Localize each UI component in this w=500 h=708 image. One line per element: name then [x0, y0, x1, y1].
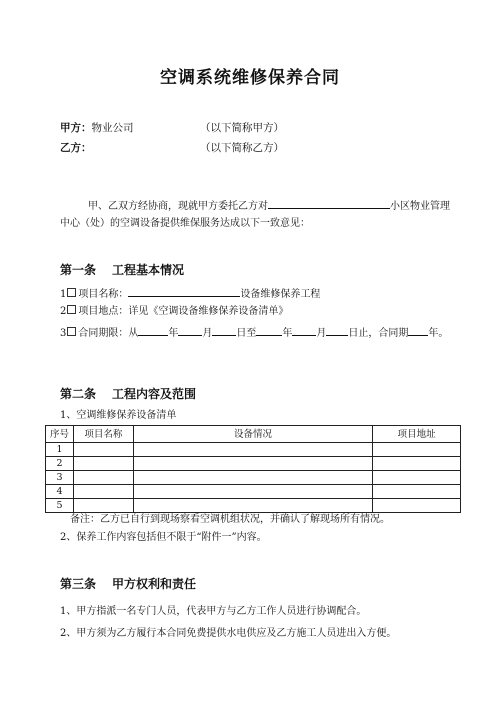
article-3-title: 甲方权利和责任	[112, 577, 197, 591]
table-cell	[373, 499, 461, 513]
article-2-sub-1: 1、空调维修保养设备清单	[60, 410, 177, 421]
party-b-label: 乙方：	[60, 142, 92, 154]
table-cell	[373, 485, 461, 499]
unit-year-end: 年。	[428, 328, 449, 339]
article-2-number: 第二条	[60, 387, 97, 401]
intro-text-before: 甲、乙双方经协商，现就甲方委托乙方对	[88, 201, 268, 212]
table-cell: 4	[46, 485, 74, 499]
table-cell	[373, 471, 461, 485]
table-row	[46, 499, 461, 513]
party-a-note: （以下简称甲方）	[200, 122, 284, 134]
article-1-heading	[60, 261, 184, 278]
party-b-note: （以下简称乙方）	[200, 142, 284, 154]
table-row	[46, 485, 461, 499]
table-cell	[73, 471, 133, 485]
table-cell	[133, 499, 372, 513]
unit-year: 年	[168, 328, 179, 339]
checkbox-icon	[67, 327, 76, 336]
party-a-line	[60, 121, 284, 135]
party-a-value: 物业公司	[91, 122, 134, 134]
table-cell	[133, 471, 372, 485]
end-year-blank	[256, 324, 282, 336]
party-a-label: 甲方：	[60, 122, 92, 134]
equipment-table	[45, 425, 461, 513]
table-cell	[73, 443, 133, 457]
article-1-title: 工程基本情况	[112, 263, 185, 277]
table-row	[46, 471, 461, 485]
checkbox-icon	[67, 288, 76, 297]
article-3-number: 第三条	[60, 577, 97, 591]
end-day-blank	[326, 324, 348, 336]
table-cell	[373, 457, 461, 471]
start-month-blank	[178, 324, 202, 336]
period-blank	[408, 324, 428, 336]
item-3-number: 3	[60, 328, 67, 339]
table-header-row	[46, 426, 461, 443]
item-1-after: 设备维修保养工程	[240, 289, 321, 300]
table-cell	[133, 443, 372, 457]
item-2-text: 项目地点：详见《空调设备维修保养设备清单》	[78, 306, 289, 317]
table-cell	[133, 457, 372, 471]
table-cell	[73, 457, 133, 471]
item-3-label: 合同期限：从	[78, 328, 139, 339]
article-2-sub-2: 2、保养工作内容包括但不限于“附件一”内容。	[60, 532, 267, 543]
party-b-line	[60, 141, 284, 155]
intro-line-2: 中心（处）的空调设备提供维保服务达成以下一致意见：	[60, 218, 310, 229]
end-month-blank	[292, 324, 316, 336]
item-1-label: 项目名称：	[78, 289, 129, 300]
unit-month-2: 月	[316, 328, 327, 339]
start-year-blank	[138, 324, 168, 336]
table-cell: 1	[46, 443, 74, 457]
table-cell: 3	[46, 471, 74, 485]
start-day-blank	[212, 324, 236, 336]
article-1-item-1	[60, 285, 320, 302]
unit-month: 月	[202, 328, 213, 339]
article-3-item-1: 1、甲方指派一名专门人员，代表甲方与乙方工作人员进行协调配合。	[60, 606, 367, 617]
article-3-item-2: 2、甲方须为乙方履行本合同免费提供水电供应及乙方施工人员进出入方便。	[60, 628, 397, 639]
item-1-number: 1	[60, 289, 67, 300]
unit-day-to: 日至	[236, 328, 257, 339]
table-cell	[73, 499, 133, 513]
header-project-address: 项目地址	[373, 426, 461, 443]
article-2-title: 工程内容及范围	[112, 387, 197, 401]
table-cell	[373, 443, 461, 457]
community-blank	[268, 197, 390, 209]
checkbox-icon	[67, 305, 76, 314]
header-equipment-status: 设备情况	[133, 426, 372, 443]
article-1-item-3	[60, 324, 448, 341]
article-3-heading	[60, 575, 196, 592]
intro-line-1	[60, 197, 450, 214]
table-cell: 2	[46, 457, 74, 471]
unit-year-2: 年	[282, 328, 293, 339]
unit-day-end: 日止，合同期	[348, 328, 409, 339]
table-row	[46, 443, 461, 457]
project-name-blank	[128, 285, 240, 297]
table-row	[46, 457, 461, 471]
header-project-name: 项目名称	[73, 426, 133, 443]
item-2-number: 2	[60, 306, 67, 317]
table-remark: 备注：乙方已自行到现场察看空调机组状况，并确认了解现场所有情况。	[70, 514, 390, 525]
table-cell	[133, 485, 372, 499]
article-1-item-2	[60, 305, 288, 319]
intro-text-after: 小区物业管理	[390, 201, 450, 212]
header-seq: 序号	[46, 426, 74, 443]
article-2-heading	[60, 385, 196, 402]
page-title: 空调系统维修保养合同	[160, 68, 340, 88]
article-1-number: 第一条	[60, 263, 97, 277]
table-cell: 5	[46, 499, 74, 513]
table-cell	[73, 485, 133, 499]
